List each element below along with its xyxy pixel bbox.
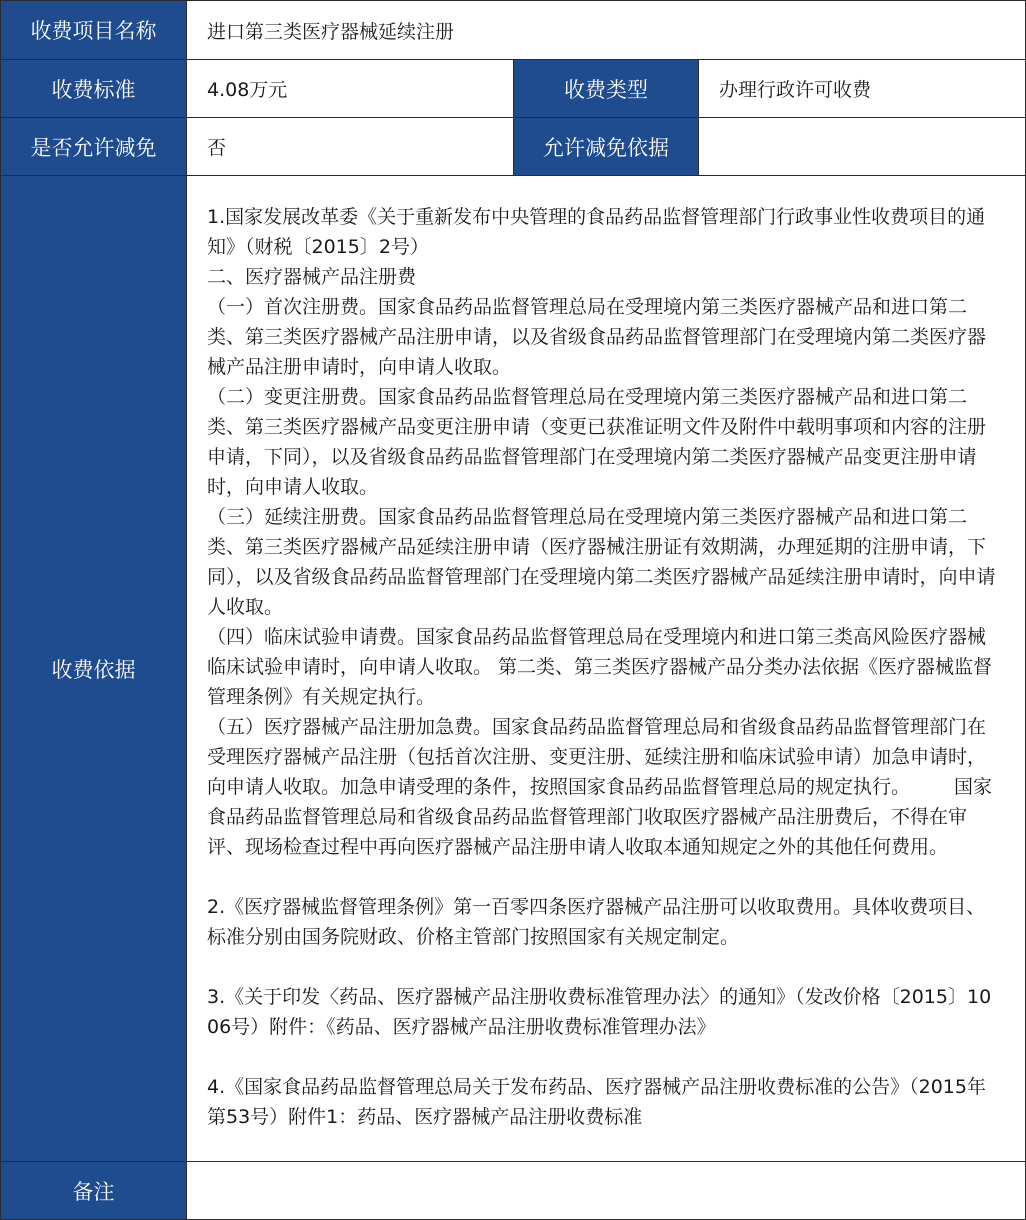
basis-paragraph: （二）变更注册费。国家食品药品监督管理总局在受理境内第三类医疗器械产品和进口第二类、第三类医疗器械产品变更注册申请（变更已获准证明文件及附件中载明事项和内容的注册申请，下同），以及省级食品药品监督管理部门在受理境内第二类医疗器械产品变更注册申请时，向申请人收取。 bbox=[207, 386, 987, 498]
paragraph-spacer bbox=[207, 1042, 999, 1072]
project-name-label: 收费项目名称 bbox=[0, 0, 187, 60]
basis-paragraph: 4.《国家食品药品监督管理总局关于发布药品、医疗器械产品注册收费标准的公告》（2015年第53号）附件1：药品、医疗器械产品注册收费标准 bbox=[207, 1076, 986, 1128]
basis-paragraph: 3.《关于印发〈药品、医疗器械产品注册收费标准管理办法〉的通知》（发改价格〔2015〕1006号）附件：《药品、医疗器械产品注册收费标准管理办法》 bbox=[207, 986, 992, 1038]
basis-paragraph: 二、医疗器械产品注册费 bbox=[207, 266, 417, 288]
reduction-basis-value bbox=[699, 118, 1026, 176]
fee-basis-label: 收费依据 bbox=[0, 176, 187, 1162]
fee-type-label: 收费类型 bbox=[514, 60, 699, 118]
basis-paragraph: （一）首次注册费。国家食品药品监督管理总局在受理境内第三类医疗器械产品和进口第二类、第三类医疗器械产品注册申请，以及省级食品药品监督管理部门在受理境内第二类医疗器械产品注册申请时，向申请人收取。 bbox=[207, 296, 987, 378]
basis-paragraph: （五）医疗器械产品注册加急费。国家食品药品监督管理总局和省级食品药品监督管理部门在受理医疗器械产品注册（包括首次注册、变更注册、延续注册和临床试验申请）加急申请时，向申请人收取。加急申请受理的条件，按照国家食品药品监督管理总局的规定执行。 国家食品药品监督管理总局和省级食品药品监督管理部门收取医疗器械产品注册费后，不得在审评、现场检查过程中再向医疗器械产品注册申请人收取本通知规定之外的其他任何费用。 bbox=[207, 716, 993, 858]
remarks-value bbox=[187, 1162, 1026, 1220]
basis-paragraph: 2.《医疗器械监督管理条例》第一百零四条医疗器械产品注册可以收取费用。具体收费项目、标准分别由国务院财政、价格主管部门按照国家有关规定制定。 bbox=[207, 896, 986, 948]
paragraph-spacer bbox=[207, 862, 999, 892]
project-name-value: 进口第三类医疗器械延续注册 bbox=[187, 0, 1026, 60]
reduction-basis-label: 允许减免依据 bbox=[514, 118, 699, 176]
reduction-allowed-value: 否 bbox=[187, 118, 514, 176]
reduction-allowed-label: 是否允许减免 bbox=[0, 118, 187, 176]
basis-paragraph: （三）延续注册费。国家食品药品监督管理总局在受理境内第三类医疗器械产品和进口第二类、第三类医疗器械产品延续注册申请（医疗器械注册证有效期满，办理延期的注册申请，下同），以及省级食品药品监督管理部门在受理境内第二类医疗器械产品延续注册申请时，向申请人收取。 bbox=[207, 506, 996, 618]
fee-standard-label: 收费标准 bbox=[0, 60, 187, 118]
fee-basis-content bbox=[187, 176, 1026, 1162]
basis-paragraph: 1.国家发展改革委《关于重新发布中央管理的食品药品监督管理部门行政事业性收费项目的通知》（财税〔2015〕2号） bbox=[207, 206, 986, 258]
paragraph-spacer bbox=[207, 952, 999, 982]
remarks-label: 备注 bbox=[0, 1162, 187, 1220]
basis-paragraph: （四）临床试验申请费。国家食品药品监督管理总局在受理境内和进口第三类高风险医疗器械临床试验申请时，向申请人收取。 第二类、第三类医疗器械产品分类办法依据《医疗器械监督管理条例》有关规定执行。 bbox=[207, 626, 993, 708]
fee-type-value: 办理行政许可收费 bbox=[699, 60, 1026, 118]
fee-standard-value: 4.08万元 bbox=[187, 60, 514, 118]
